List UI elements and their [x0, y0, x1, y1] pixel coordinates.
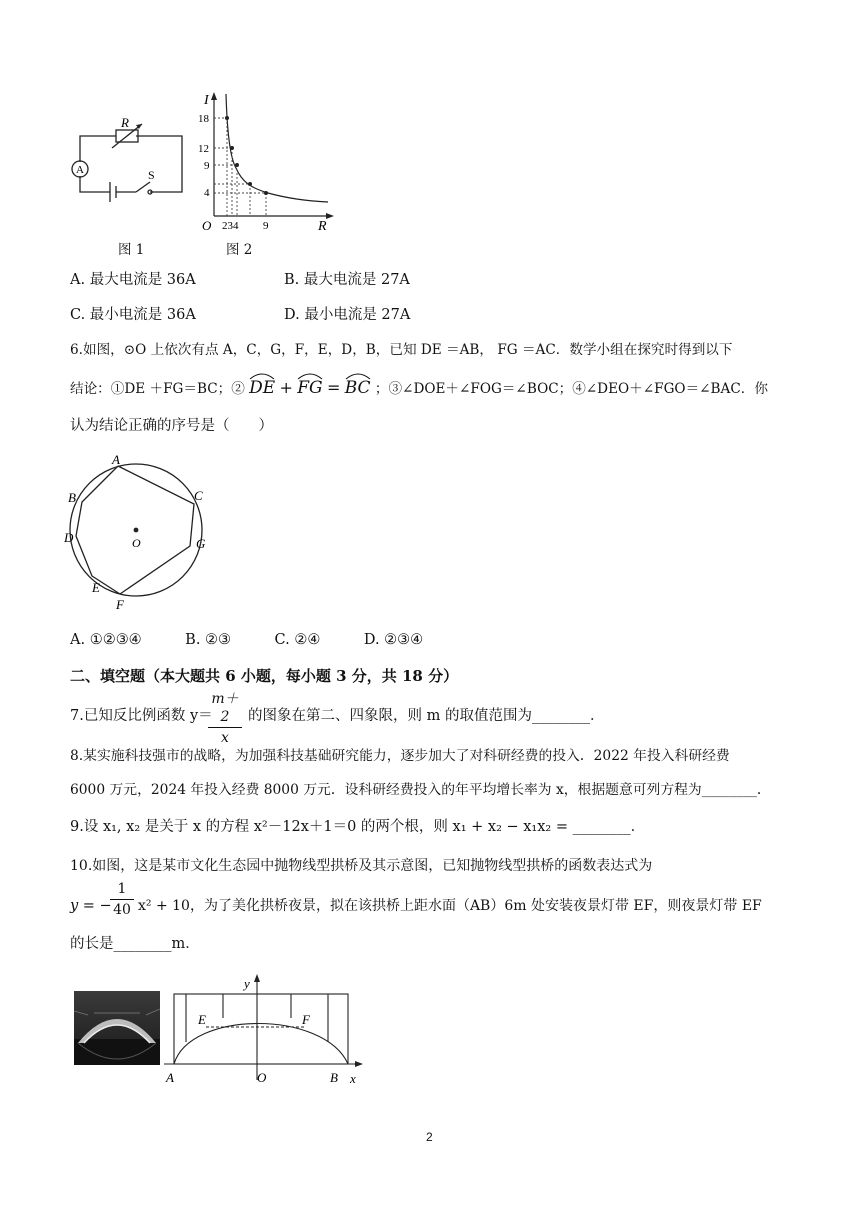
- circle-label-O: O: [132, 536, 141, 550]
- caption-figure-2: 图 2: [226, 242, 253, 258]
- q7-suffix: 的图象在第二、四象限，则 m 的取值范围为________．: [248, 708, 605, 724]
- arc-fg: FG: [297, 378, 322, 398]
- q10-fraction: [110, 880, 134, 919]
- circuit-label-R: R: [121, 116, 129, 130]
- q10-fraction-num: 1: [117, 881, 127, 897]
- circle-figure: [64, 452, 214, 612]
- graph-axis-I: I: [204, 93, 209, 108]
- q10-line-3: 的长是________m．: [70, 936, 200, 952]
- graph-tick-234: 234: [222, 220, 239, 232]
- circuit-label-S: S: [148, 168, 155, 182]
- circle-label-C: C: [194, 488, 203, 503]
- q6-line-2: 结论：①DE ＋FG＝BC；② DE + FG = BC ；③∠DOE＋∠FOG＝∠BOC；④∠DEO＋∠FGO＝∠BAC．你: [70, 378, 768, 399]
- bridge-label-B: B: [330, 1070, 338, 1085]
- q10-formula-rest: x² + 10，为了美化拱桥夜景，拟在该拱桥上距水面（AB）6m 处安装夜景灯带 EF，则夜景灯带 EF: [138, 898, 762, 914]
- graph-axis-R: R: [318, 219, 327, 234]
- q5-option-a: A. 最大电流是 36A: [70, 272, 196, 288]
- circle-label-G: G: [196, 536, 206, 551]
- q9-prefix: 9.设 x₁, x₂ 是关于 x 的方程 x²－12x＋1＝0 的两个根，则 x₁ + x₂ − x₁x₂ =: [70, 819, 568, 835]
- circle-label-A: A: [112, 452, 120, 467]
- circle-label-B: B: [68, 490, 76, 505]
- q9-text: [70, 817, 645, 837]
- graph-tick-18: 18: [198, 113, 209, 125]
- circle-label-E: E: [92, 580, 100, 595]
- q10-fraction-den: 40: [113, 902, 131, 918]
- q5-option-b: B. 最大电流是 27A: [284, 272, 410, 288]
- q6-line-1: 6.如图，⊙O 上依次有点 A，C，G，F，E，D，B，已知 DE ＝AB， FG ＝AC．数学小组在探究时得到以下: [70, 342, 733, 358]
- q10-line-1: 10.如图，这是某市文化生态园中抛物线型拱桥及其示意图，已知抛物线型拱桥的函数表达式为: [70, 858, 653, 874]
- graph-tick-9: 9: [204, 160, 210, 172]
- bridge-label-E: E: [198, 1012, 206, 1027]
- q8-line-2: 6000 万元，2024 年投入经费 8000 万元．设科研经费投入的年平均增长率为 x，根据题意可列方程为________．: [70, 782, 771, 798]
- circle-label-F: F: [116, 597, 124, 612]
- circle-label-D: D: [64, 530, 74, 545]
- circuit-label-A: A: [76, 164, 84, 176]
- graph-tick-12: 12: [198, 143, 209, 155]
- bridge-photo: [74, 991, 160, 1065]
- q6-options: A. ①②③④ B. ②③ C. ②④ D. ②③④: [70, 632, 424, 648]
- caption-figure-1: 图 1: [118, 242, 145, 258]
- bridge-label-x: x: [350, 1071, 356, 1086]
- ir-graph: [196, 88, 336, 234]
- q6-line-3: 认为结论正确的序号是（ ）: [70, 418, 273, 434]
- q7-denominator: x: [221, 730, 229, 746]
- q8-line-1: 8.某实施科技强市的战略，为加强科技基础研究能力，逐步加大了对科研经费的投入．2022 年投入科研经费: [70, 748, 730, 764]
- q7-numerator: m＋2: [211, 691, 239, 725]
- arc-de: DE: [249, 378, 275, 398]
- page-number: 2: [426, 1130, 433, 1144]
- arc-bc: BC: [345, 378, 371, 398]
- q9-blank: ________．: [572, 819, 646, 835]
- bridge-label-O: O: [257, 1070, 267, 1085]
- bridge-label-A: A: [166, 1070, 174, 1085]
- q5-option-c: C. 最小电流是 36A: [70, 307, 196, 323]
- bridge-label-F: F: [302, 1012, 310, 1027]
- q6-line-2-end: ；③∠DOE＋∠FOG＝∠BOC；④∠DEO＋∠FGO＝∠BAC．你: [374, 381, 768, 397]
- graph-tick-4: 4: [204, 187, 210, 199]
- graph-origin: O: [202, 218, 212, 233]
- q10-formula-y: y = −: [70, 898, 112, 914]
- q7-prefix: 7.已知反比例函数 y＝: [70, 708, 213, 724]
- q5-option-d: D. 最小电流是 27A: [284, 307, 411, 323]
- circuit-figure: [66, 116, 190, 212]
- graph-tick-9x: 9: [263, 220, 269, 232]
- q6-line-2-start: 结论：①DE ＋FG＝BC；②: [70, 381, 245, 397]
- section-heading: 二、填空题（本大题共 6 小题，每小题 3 分，共 18 分）: [70, 667, 459, 685]
- bridge-label-y: y: [244, 976, 250, 991]
- bridge-diagram: [160, 968, 366, 1090]
- q7-fraction: [208, 690, 242, 747]
